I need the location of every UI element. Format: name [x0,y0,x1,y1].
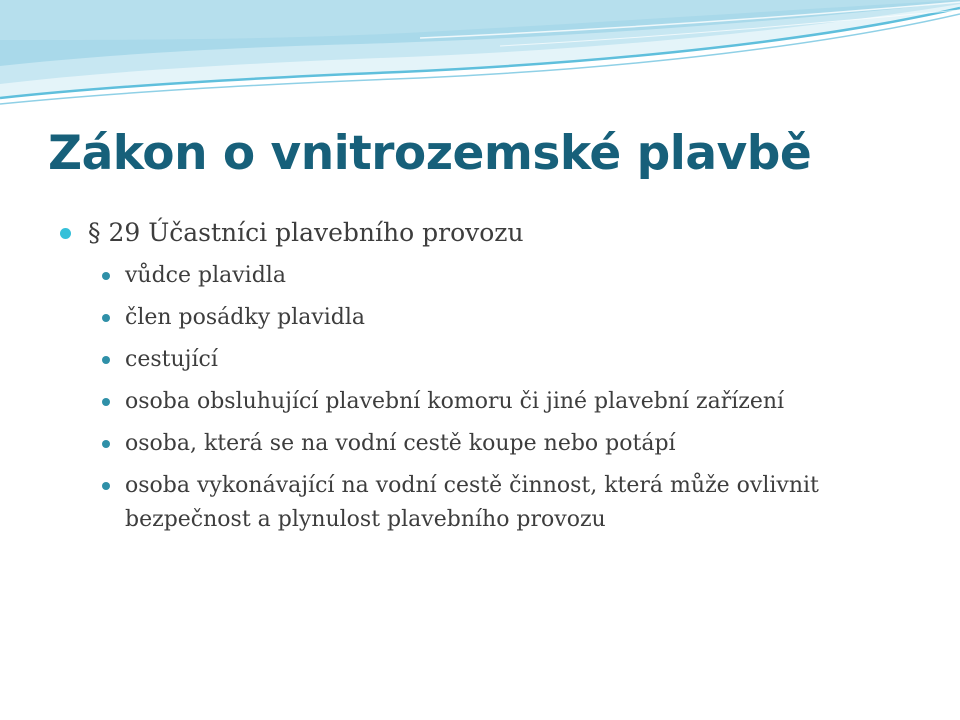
list-item-text: osoba vykonávající na vodní cestě činnost, která může ovlivnit bezpečnost a plynulost plavebního provozu [125,473,819,532]
list-item-text: vůdce plavidla [125,263,286,288]
bullet-dot-icon [102,440,110,448]
section-heading-text: § 29 Účastníci plavebního provozu [88,218,524,247]
bullet-dot-icon [60,228,71,239]
list-item [58,343,918,377]
bullet-dot-icon [102,482,110,490]
bullet-dot-icon [102,314,110,322]
bullet-list [58,213,918,545]
bullet-dot-icon [102,398,110,406]
list-item-text: člen posádky plavidla [125,305,366,330]
section-heading-item [58,213,918,253]
list-item [58,427,918,461]
bullet-dot-icon [102,356,110,364]
list-item-text: osoba, která se na vodní cestě koupe nebo potápí [125,431,676,456]
list-item-text: cestující [125,347,218,372]
list-item [58,469,918,537]
bullet-dot-icon [102,272,110,280]
header-wave-decoration [0,0,960,110]
list-item [58,385,918,419]
list-item [58,301,918,335]
slide-title: Zákon o vnitrozemské plavbě [48,126,812,181]
list-item-text: osoba obsluhující plavební komoru či jiné plavební zařízení [125,389,785,414]
list-item [58,259,918,293]
